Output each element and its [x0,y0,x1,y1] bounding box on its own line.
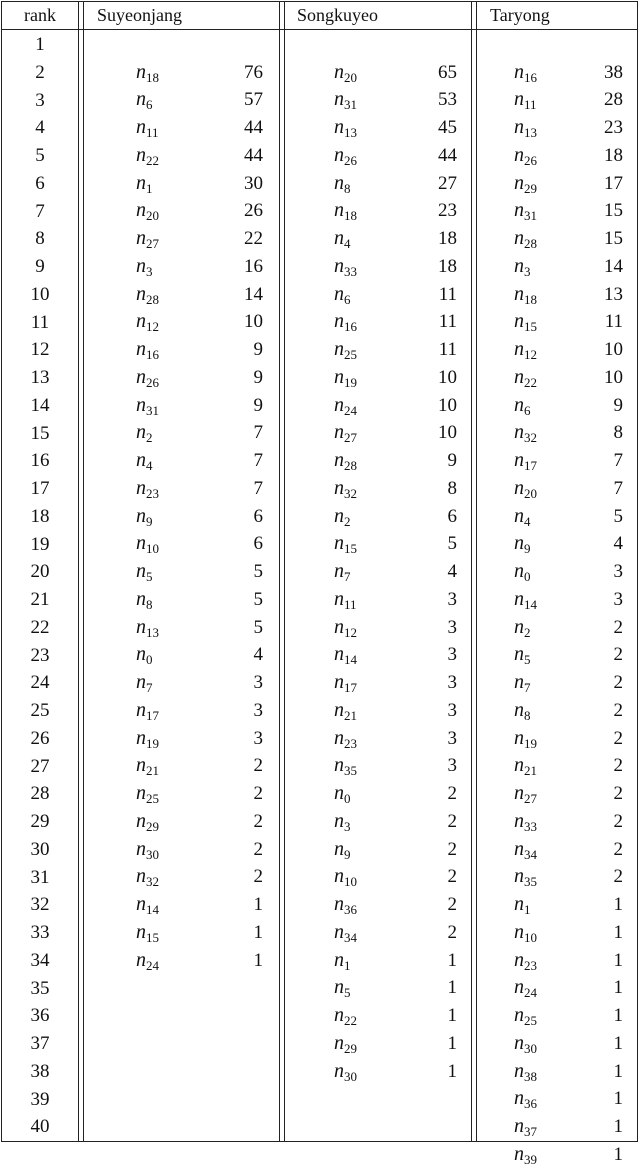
rank-cell: 17 [30,478,50,499]
suyeonjang-count: 76 [244,61,263,83]
taryong-count: 3 [613,561,623,583]
suyeonjang-count: 2 [253,783,263,805]
songkuyeo-count: 1 [447,949,457,971]
taryong-count: 1 [613,921,623,943]
taryong-node: $n_{38}$ [514,1059,537,1084]
songkuyeo-node: $n_{16}$ [334,310,357,335]
suyeonjang-count: 2 [253,755,263,777]
suyeonjang-count: 9 [253,366,263,388]
rank-cell: 6 [35,172,45,194]
table-row [2,309,637,363]
songkuyeo-node: $n_{28}$ [334,449,357,474]
songkuyeo-node: $n_{21}$ [334,698,357,723]
suyeonjang-node: $n_{15}$ [136,920,159,945]
taryong-count: 38 [604,61,623,83]
taryong-count: 1 [613,1088,623,1110]
rank-cell: 10 [30,283,50,305]
suyeonjang-node: $n_5$ [136,560,153,585]
songkuyeo-count: 44 [438,144,457,166]
ranking-table [1,1,638,1167]
songkuyeo-node: $n_{29}$ [334,1031,357,1056]
rank-cell: 9 [35,256,45,277]
taryong-node: $n_8$ [514,698,531,723]
songkuyeo-count: 65 [438,61,457,83]
taryong-count: 2 [613,783,623,805]
rank-cell: 35 [30,977,50,999]
taryong-count: 1 [613,1032,623,1054]
taryong-count: 2 [613,727,623,749]
rank-cell: 11 [30,311,50,333]
suyeonjang-count: 3 [253,672,263,694]
table-row [2,808,637,862]
rank-cell: 13 [30,367,50,388]
songkuyeo-count: 2 [447,921,457,943]
songkuyeo-node: $n_{17}$ [334,671,357,696]
songkuyeo-node: $n_{24}$ [334,393,357,418]
suyeonjang-count: 44 [244,117,263,139]
songkuyeo-node: $n_{23}$ [334,726,357,751]
songkuyeo-count: 6 [447,505,457,527]
rank-cell: 34 [30,949,50,971]
table-row [2,114,637,168]
suyeonjang-count: 1 [253,949,263,971]
taryong-node: $n_{36}$ [514,1087,537,1112]
taryong-node: $n_2$ [514,615,531,640]
table-row [2,170,637,224]
taryong-node: $n_{14}$ [514,587,537,612]
songkuyeo-count: 3 [447,616,457,638]
songkuyeo-count: 3 [447,588,457,610]
taryong-count: 1 [613,1060,623,1082]
rank-cell: 21 [30,589,50,610]
songkuyeo-node: $n_{12}$ [334,615,357,640]
rank-cell: 16 [30,450,50,472]
suyeonjang-node: $n_{23}$ [136,476,159,501]
suyeonjang-node: $n_{20}$ [136,199,159,224]
rank-cell: 8 [35,228,45,250]
rank-cell: 26 [30,727,50,749]
taryong-count: 7 [613,450,623,472]
songkuyeo-node: $n_{19}$ [334,365,357,390]
rank-cell: 2 [35,61,45,83]
suyeonjang-node: $n_{13}$ [136,615,159,640]
suyeonjang-count: 1 [253,921,263,943]
taryong-node: $n_{21}$ [514,754,537,779]
taryong-node: $n_{32}$ [514,421,537,446]
songkuyeo-count: 23 [438,200,457,222]
table-row [2,31,637,85]
songkuyeo-count: 18 [438,255,457,277]
songkuyeo-count: 10 [438,366,457,388]
suyeonjang-node: $n_{10}$ [136,532,159,557]
songkuyeo-node: $n_{36}$ [334,893,357,918]
songkuyeo-node: $n_{18}$ [334,199,357,224]
songkuyeo-count: 3 [447,644,457,666]
suyeonjang-count: 2 [253,866,263,888]
table-row [2,1030,637,1084]
songkuyeo-count: 4 [447,561,457,583]
suyeonjang-node: $n_4$ [136,449,153,474]
suyeonjang-count: 2 [253,838,263,860]
suyeonjang-count: 26 [244,200,263,222]
rank-cell: 29 [30,811,50,832]
rank-cell: 39 [30,1088,50,1110]
taryong-node: $n_{18}$ [514,282,537,307]
table-row [2,87,637,141]
songkuyeo-node: $n_4$ [334,227,351,252]
taryong-count: 1 [613,1116,623,1138]
songkuyeo-count: 10 [438,422,457,444]
taryong-count: 1 [613,894,623,916]
taryong-node: $n_{19}$ [514,726,537,751]
header-suyeonjang: Suyeonjang [97,5,182,25]
taryong-node: $n_9$ [514,532,531,557]
taryong-count: 23 [604,117,623,139]
songkuyeo-count: 1 [447,1060,457,1082]
rank-cell: 12 [30,339,50,361]
suyeonjang-node: $n_{16}$ [136,338,159,363]
suyeonjang-node: $n_{24}$ [136,948,159,973]
songkuyeo-node: $n_{15}$ [334,532,357,557]
taryong-node: $n_{25}$ [514,1004,537,1029]
songkuyeo-count: 27 [438,172,457,194]
songkuyeo-node: $n_{31}$ [334,88,357,113]
songkuyeo-node: $n_6$ [334,282,351,307]
taryong-count: 8 [613,422,623,444]
songkuyeo-count: 3 [447,727,457,749]
rank-cell: 36 [30,1005,50,1027]
suyeonjang-count: 30 [244,172,263,194]
taryong-count: 2 [613,866,623,888]
suyeonjang-count: 9 [253,339,263,361]
suyeonjang-count: 4 [253,644,263,666]
songkuyeo-node: $n_1$ [334,948,351,973]
songkuyeo-node: $n_{32}$ [334,476,357,501]
table-row [2,281,637,335]
taryong-node: $n_3$ [514,254,531,279]
taryong-node: $n_1$ [514,893,531,918]
songkuyeo-node: $n_0$ [334,782,351,807]
rank-cell: 25 [30,700,50,721]
rank-cell: 19 [30,533,50,555]
suyeonjang-count: 7 [253,450,263,472]
header-songkuyeo: Songkuyeo [297,5,378,25]
songkuyeo-node: $n_8$ [334,171,351,196]
taryong-node: $n_{17}$ [514,449,537,474]
suyeonjang-count: 3 [253,727,263,749]
suyeonjang-count: 57 [244,89,263,111]
rank-cell: 37 [30,1033,50,1054]
rank-cell: 33 [30,922,50,943]
songkuyeo-node: $n_{20}$ [334,60,357,85]
suyeonjang-node: $n_{27}$ [136,227,159,252]
taryong-node: $n_0$ [514,560,531,585]
songkuyeo-count: 11 [438,339,457,361]
rank-cell: 38 [30,1060,50,1082]
suyeonjang-count: 22 [244,228,263,250]
suyeonjang-count: 6 [253,505,263,527]
songkuyeo-node: $n_{14}$ [334,643,357,668]
songkuyeo-node: $n_9$ [334,837,351,862]
songkuyeo-count: 2 [447,866,457,888]
taryong-count: 17 [604,172,623,194]
taryong-node: $n_5$ [514,643,531,668]
taryong-count: 2 [613,838,623,860]
taryong-node: $n_{16}$ [514,60,537,85]
rank-cell: 22 [30,616,50,638]
taryong-count: 2 [613,672,623,694]
rank-cell: 40 [30,1116,50,1138]
suyeonjang-count: 3 [253,699,263,721]
suyeonjang-node: $n_0$ [136,643,153,668]
songkuyeo-count: 1 [447,977,457,999]
suyeonjang-node: $n_9$ [136,504,153,529]
songkuyeo-node: $n_{33}$ [334,254,357,279]
taryong-node: $n_{12}$ [514,338,537,363]
songkuyeo-count: 2 [447,783,457,805]
rank-cell: 24 [30,672,50,694]
suyeonjang-count: 5 [253,588,263,610]
taryong-node: $n_{26}$ [514,143,537,168]
taryong-count: 15 [604,228,623,250]
songkuyeo-node: $n_{26}$ [334,143,357,168]
suyeonjang-node: $n_{26}$ [136,365,159,390]
suyeonjang-node: $n_{14}$ [136,893,159,918]
taryong-node: $n_{10}$ [514,920,537,945]
taryong-count: 1 [613,1143,623,1165]
songkuyeo-node: $n_2$ [334,504,351,529]
taryong-count: 2 [613,810,623,832]
songkuyeo-count: 11 [438,311,457,333]
suyeonjang-node: $n_2$ [136,421,153,446]
suyeonjang-node: $n_{11}$ [136,116,159,141]
songkuyeo-count: 45 [438,117,457,139]
suyeonjang-node: $n_8$ [136,587,153,612]
suyeonjang-count: 7 [253,422,263,444]
songkuyeo-node: $n_{30}$ [334,1059,357,1084]
taryong-count: 9 [613,394,623,416]
table-row [2,225,637,279]
suyeonjang-count: 10 [244,311,263,333]
table-row [2,59,637,113]
taryong-node: $n_{27}$ [514,782,537,807]
suyeonjang-node: $n_{12}$ [136,310,159,335]
taryong-count: 18 [604,144,623,166]
songkuyeo-count: 2 [447,810,457,832]
rank-cell: 28 [30,783,50,805]
songkuyeo-node: $n_{22}$ [334,1004,357,1029]
taryong-node: $n_{39}$ [514,1142,537,1167]
taryong-node: $n_{13}$ [514,116,537,141]
suyeonjang-count: 5 [253,561,263,583]
taryong-count: 1 [613,977,623,999]
taryong-count: 15 [604,200,623,222]
table-row [2,1113,637,1167]
suyeonjang-node: $n_6$ [136,88,153,113]
taryong-count: 5 [613,505,623,527]
songkuyeo-count: 10 [438,394,457,416]
suyeonjang-count: 16 [244,255,263,277]
suyeonjang-count: 1 [253,894,263,916]
taryong-count: 11 [604,311,623,333]
suyeonjang-node: $n_{21}$ [136,754,159,779]
suyeonjang-count: 9 [253,394,263,416]
taryong-count: 14 [604,255,623,277]
taryong-node: $n_6$ [514,393,531,418]
taryong-node: $n_{28}$ [514,227,537,252]
rank-cell: 27 [30,755,50,777]
suyeonjang-node: $n_{25}$ [136,782,159,807]
taryong-count: 7 [613,477,623,499]
songkuyeo-node: $n_7$ [334,560,351,585]
suyeonjang-count: 5 [253,616,263,638]
taryong-node: $n_{37}$ [514,1115,537,1140]
songkuyeo-count: 5 [447,533,457,555]
suyeonjang-node: $n_{31}$ [136,393,159,418]
songkuyeo-count: 1 [447,1032,457,1054]
suyeonjang-node: $n_{22}$ [136,143,159,168]
taryong-count: 2 [613,699,623,721]
suyeonjang-node: $n_{32}$ [136,865,159,890]
taryong-count: 3 [613,588,623,610]
suyeonjang-count: 7 [253,477,263,499]
taryong-node: $n_4$ [514,504,531,529]
suyeonjang-node: $n_7$ [136,671,153,696]
rank-cell: 32 [30,894,50,916]
suyeonjang-count: 2 [253,810,263,832]
taryong-count: 1 [613,949,623,971]
rank-cell: 23 [30,644,50,666]
taryong-node: $n_{30}$ [514,1031,537,1056]
rank-cell: 5 [35,145,45,166]
songkuyeo-node: $n_{10}$ [334,865,357,890]
suyeonjang-node: $n_3$ [136,254,153,279]
songkuyeo-node: $n_3$ [334,809,351,834]
taryong-count: 2 [613,755,623,777]
suyeonjang-node: $n_{17}$ [136,698,159,723]
taryong-count: 13 [604,283,623,305]
taryong-node: $n_7$ [514,671,531,696]
rank-cell: 1 [35,34,45,55]
rank-cell: 30 [30,838,50,860]
songkuyeo-count: 3 [447,699,457,721]
songkuyeo-node: $n_{11}$ [334,587,357,612]
rank-cell: 14 [30,394,50,416]
taryong-count: 10 [604,366,623,388]
taryong-count: 2 [613,616,623,638]
table-row [2,780,637,834]
taryong-count: 4 [613,533,623,555]
songkuyeo-node: $n_{35}$ [334,754,357,779]
songkuyeo-node: $n_{13}$ [334,116,357,141]
suyeonjang-count: 6 [253,533,263,555]
rank-cell: 20 [30,561,50,583]
taryong-count: 1 [613,1005,623,1027]
songkuyeo-count: 3 [447,755,457,777]
songkuyeo-node: $n_{25}$ [334,338,357,363]
songkuyeo-count: 11 [438,283,457,305]
rank-cell: 4 [35,117,45,139]
taryong-count: 28 [604,89,623,111]
taryong-count: 2 [613,644,623,666]
rank-cell: 3 [35,89,45,111]
songkuyeo-node: $n_5$ [334,976,351,1001]
suyeonjang-node: $n_{19}$ [136,726,159,751]
taryong-node: $n_{11}$ [514,88,537,113]
taryong-node: $n_{33}$ [514,809,537,834]
songkuyeo-count: 8 [447,477,457,499]
table-row [2,586,637,640]
table-row [2,142,637,196]
rank-cell: 31 [30,866,50,888]
taryong-node: $n_{20}$ [514,476,537,501]
suyeonjang-node: $n_{30}$ [136,837,159,862]
taryong-node: $n_{23}$ [514,948,537,973]
taryong-node: $n_{29}$ [514,171,537,196]
rank-cell: 7 [35,200,45,222]
taryong-node: $n_{24}$ [514,976,537,1001]
taryong-node: $n_{34}$ [514,837,537,862]
suyeonjang-node: $n_{18}$ [136,60,159,85]
taryong-node: $n_{31}$ [514,199,537,224]
header-rule [2,29,637,30]
taryong-count: 10 [604,339,623,361]
songkuyeo-node: $n_{34}$ [334,920,357,945]
taryong-node: $n_{35}$ [514,865,537,890]
rank-cell: 15 [30,422,50,444]
songkuyeo-count: 9 [447,450,457,472]
suyeonjang-node: $n_{28}$ [136,282,159,307]
suyeonjang-count: 14 [244,283,263,305]
songkuyeo-count: 2 [447,894,457,916]
suyeonjang-node: $n_1$ [136,171,153,196]
songkuyeo-count: 2 [447,838,457,860]
header-rank: rank [24,5,56,25]
table-row [2,198,637,252]
header-taryong: Taryong [490,5,550,25]
songkuyeo-count: 53 [438,89,457,111]
songkuyeo-count: 3 [447,672,457,694]
suyeonjang-node: $n_{29}$ [136,809,159,834]
songkuyeo-count: 1 [447,1005,457,1027]
suyeonjang-count: 44 [244,144,263,166]
songkuyeo-count: 18 [438,228,457,250]
taryong-node: $n_{15}$ [514,310,537,335]
taryong-node: $n_{22}$ [514,365,537,390]
rank-cell: 18 [30,505,50,527]
songkuyeo-node: $n_{27}$ [334,421,357,446]
